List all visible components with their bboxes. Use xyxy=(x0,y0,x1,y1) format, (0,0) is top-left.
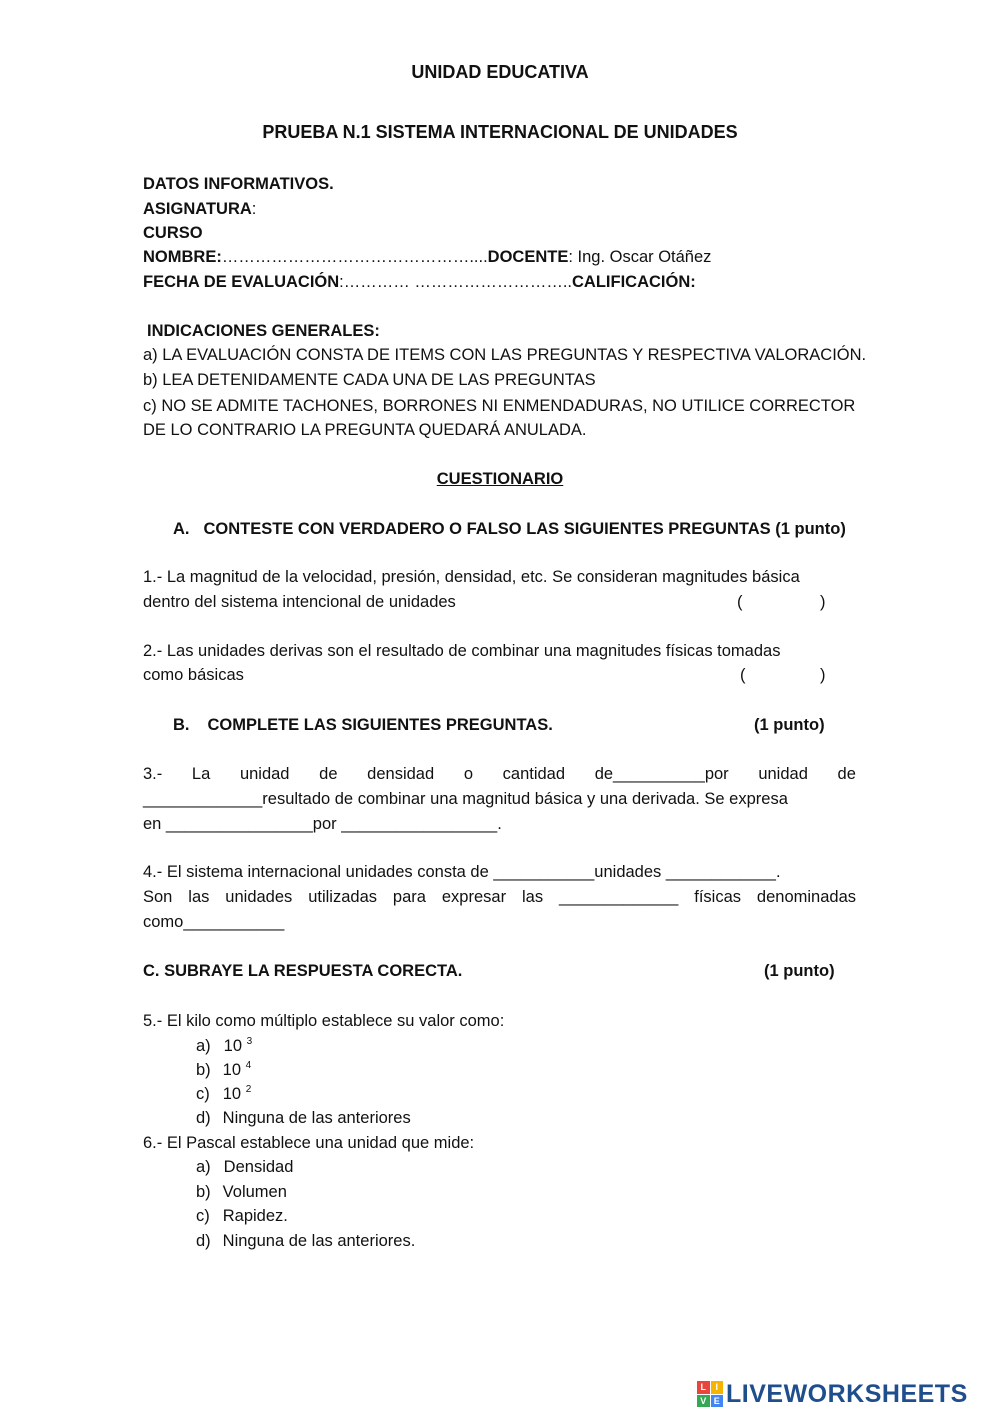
q5-option-b[interactable] xyxy=(196,1060,251,1080)
q3-word: cantidad xyxy=(502,765,566,783)
section-c-heading: C. SUBRAYE LA RESPUESTA CORECTA. xyxy=(143,962,463,980)
q3-word: o xyxy=(463,765,473,783)
q5-text: 5.- El kilo como múltiplo establece su valor como: xyxy=(143,1012,505,1030)
q4-word: Son xyxy=(143,888,173,906)
q3-word: densidad xyxy=(367,765,435,783)
q4-word: físicas xyxy=(694,888,741,906)
indicacion-a: a) LA EVALUACIÓN CONSTA DE ITEMS CON LAS PREGUNTAS Y RESPECTIVA VALORACIÓN. xyxy=(143,346,867,364)
indicaciones-heading: INDICACIONES GENERALES: xyxy=(147,322,380,340)
info-heading: DATOS INFORMATIVOS. xyxy=(143,175,334,193)
option-exponent: 2 xyxy=(245,1084,252,1095)
logo-tile: V xyxy=(697,1395,710,1408)
option-letter: c) xyxy=(196,1207,210,1225)
option-text: Ninguna de las anteriores. xyxy=(222,1232,416,1250)
nombre-label: NOMBRE: xyxy=(143,248,222,266)
q6-text: 6.- El Pascal establece una unidad que mide: xyxy=(143,1134,475,1152)
option-text: Densidad xyxy=(223,1158,294,1176)
fecha-field[interactable]: :………… ……………………….. xyxy=(339,273,573,291)
q4-word: unidades xyxy=(225,888,293,906)
section-b-letter: B. xyxy=(173,716,190,734)
fecha-row xyxy=(143,273,696,292)
liveworksheets-logo[interactable] xyxy=(697,1379,968,1409)
option-base: 10 xyxy=(223,1037,243,1055)
logo-tile: I xyxy=(711,1381,724,1394)
q3-line3[interactable]: en ________________por _________________. xyxy=(143,815,502,833)
q3-word: de xyxy=(319,765,338,783)
q4-word: denominadas xyxy=(756,888,856,906)
section-b-heading xyxy=(173,716,553,735)
q3-word: de xyxy=(837,765,856,783)
cuestionario-heading: CUESTIONARIO xyxy=(436,470,564,488)
option-exponent: 3 xyxy=(246,1036,253,1047)
option-base: 10 xyxy=(222,1085,242,1103)
docente-label: DOCENTE xyxy=(487,248,569,266)
calificacion-label: CALIFICACIÓN: xyxy=(572,273,696,291)
asignatura-label: ASIGNATURA xyxy=(143,200,252,218)
option-text: Rapidez. xyxy=(222,1207,288,1225)
option-letter: b) xyxy=(196,1061,211,1079)
q4-word: expresar xyxy=(441,888,507,906)
section-a-letter: A. xyxy=(173,520,190,538)
q4-word: las xyxy=(522,888,544,906)
q5-option-a[interactable] xyxy=(196,1036,252,1056)
nombre-field[interactable]: ……………………………………….... xyxy=(221,248,488,266)
q4-word: para xyxy=(392,888,426,906)
option-letter: c) xyxy=(196,1085,210,1103)
option-letter: a) xyxy=(196,1158,211,1176)
indicacion-c-line1: c) NO SE ADMITE TACHONES, BORRONES NI ENMENDADURAS, NO UTILICE CORRECTOR xyxy=(143,397,856,415)
liveworksheets-logo-icon xyxy=(697,1381,723,1407)
q4-word: las xyxy=(188,888,210,906)
option-letter: b) xyxy=(196,1183,211,1201)
q4-line3[interactable]: como___________ xyxy=(143,913,285,931)
section-b-points: (1 punto) xyxy=(754,716,825,734)
q3-line2[interactable]: _____________resultado de combinar una magnitud básica y una derivada. Se expresa xyxy=(143,790,788,808)
q3-blank-1[interactable]: de__________por xyxy=(594,765,729,783)
q3-word: unidad xyxy=(758,765,808,783)
school-name: UNIDAD EDUCATIVA xyxy=(411,62,589,82)
q2-answer-open[interactable]: ( xyxy=(740,666,746,684)
q1-line1: 1.- La magnitud de la velocidad, presión, densidad, etc. Se consideran magnitudes básica xyxy=(143,568,800,586)
q6-option-c[interactable] xyxy=(196,1207,288,1226)
section-a-title: CONTESTE CON VERDADERO O FALSO LAS SIGUIENTES PREGUNTAS (1 punto) xyxy=(203,520,846,538)
section-b-title: COMPLETE LAS SIGUIENTES PREGUNTAS. xyxy=(207,716,553,734)
option-exponent: 4 xyxy=(245,1060,252,1071)
option-text: Ninguna de las anteriores xyxy=(222,1109,411,1127)
option-letter: d) xyxy=(196,1232,211,1250)
option-text: Volumen xyxy=(222,1183,287,1201)
q3-word: unidad xyxy=(239,765,290,783)
q4-line2 xyxy=(143,888,856,907)
option-letter: a) xyxy=(196,1037,211,1055)
fecha-label: FECHA DE EVALUACIÓN xyxy=(143,273,340,291)
q2-answer-close[interactable]: ) xyxy=(820,666,826,684)
q3-word: 3.- xyxy=(143,765,163,783)
q1-answer-close[interactable]: ) xyxy=(820,593,826,611)
q4-blank-3[interactable]: _____________ xyxy=(559,888,679,906)
nombre-row xyxy=(143,248,711,267)
q6-option-a[interactable] xyxy=(196,1158,293,1177)
q3-line1 xyxy=(143,765,856,784)
q6-option-d[interactable] xyxy=(196,1232,415,1251)
section-c-points: (1 punto) xyxy=(764,962,835,980)
q4-line1[interactable]: 4.- El sistema internacional unidades consta de ___________unidades ____________. xyxy=(143,863,781,881)
asignatura-colon: : xyxy=(251,200,257,218)
curso-label: CURSO xyxy=(143,224,203,242)
q2-line2: como básicas xyxy=(143,666,244,684)
q5-option-c[interactable] xyxy=(196,1084,251,1104)
q2-line1: 2.- Las unidades derivas son el resultado de combinar una magnitudes físicas tomadas xyxy=(143,642,781,660)
liveworksheets-brand: LIVEWORKSHEETS xyxy=(726,1379,968,1408)
q5-option-d[interactable] xyxy=(196,1109,411,1128)
q6-option-b[interactable] xyxy=(196,1183,287,1202)
section-a-heading xyxy=(173,520,846,539)
option-letter: d) xyxy=(196,1109,211,1127)
option-base: 10 xyxy=(222,1061,242,1079)
q1-line2: dentro del sistema intencional de unidades xyxy=(143,593,456,611)
q1-answer-open[interactable]: ( xyxy=(737,593,743,611)
indicacion-b: b) LEA DETENIDAMENTE CADA UNA DE LAS PREGUNTAS xyxy=(143,371,596,389)
docente-value: : Ing. Oscar Otáñez xyxy=(568,248,712,266)
indicacion-c-line2: DE LO CONTRARIO LA PREGUNTA QUEDARÁ ANULADA. xyxy=(143,421,587,439)
q4-word: utilizadas xyxy=(308,888,377,906)
logo-tile: E xyxy=(711,1395,724,1408)
logo-tile: L xyxy=(697,1381,710,1394)
q3-word: La xyxy=(191,765,211,783)
asignatura-row xyxy=(143,200,256,219)
page-title: PRUEBA N.1 SISTEMA INTERNACIONAL DE UNIDADES xyxy=(262,122,738,142)
